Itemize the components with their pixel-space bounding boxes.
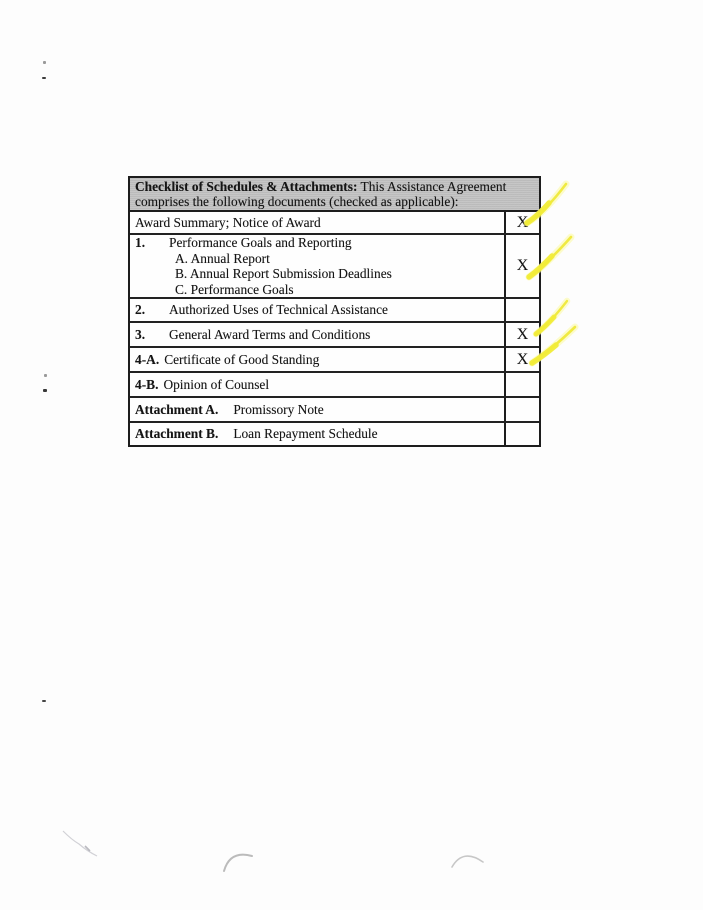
table-row <box>130 396 539 421</box>
scan-speck <box>44 374 47 377</box>
row-check-cell <box>506 212 539 233</box>
row-text: Award Summary; Notice of Award <box>135 214 321 230</box>
row-label: 4-A. <box>135 351 160 367</box>
scan-speck <box>42 700 46 702</box>
checklist-table <box>128 176 541 447</box>
table-header <box>130 178 539 212</box>
table-header-title: Checklist of Schedules & Attachments: <box>135 179 358 194</box>
row-text-cell <box>130 299 506 321</box>
check-x-mark: X <box>516 213 529 231</box>
check-x-mark: X <box>516 325 529 343</box>
row-label: 2. <box>135 302 146 318</box>
row-text-cell <box>130 348 506 371</box>
row-text-cell <box>130 423 506 445</box>
scan-speck <box>43 61 46 64</box>
row-label: 1. <box>135 235 146 250</box>
row-text: Loan Repayment Schedule <box>233 426 378 442</box>
row-text: Certificate of Good Standing <box>164 351 320 367</box>
table-row <box>130 297 539 321</box>
row-label: Attachment B. <box>135 426 219 442</box>
row-check-cell <box>506 398 539 421</box>
row-sub-item: B. Annual Report Submission Deadlines <box>175 266 392 281</box>
row-check-cell <box>506 299 539 321</box>
row-check-cell <box>506 235 539 297</box>
row-text: Authorized Uses of Technical Assistance <box>169 302 388 318</box>
punch-hole-arc <box>452 856 483 867</box>
table-header-description: This Assistance Agreement comprises the following documents (checked as applicable): <box>135 179 507 210</box>
table-row <box>130 346 539 371</box>
row-text: General Award Terms and Conditions <box>169 326 371 342</box>
scan-speck <box>43 389 47 392</box>
table-row <box>130 233 539 297</box>
row-text: Opinion of Counsel <box>163 376 270 392</box>
row-check-cell <box>506 348 539 371</box>
table-row <box>130 371 539 396</box>
row-text-cell <box>130 212 506 233</box>
check-x-mark: X <box>516 350 529 368</box>
scan-squiggle <box>63 831 97 856</box>
row-check-cell <box>506 373 539 396</box>
row-text: Performance Goals and Reporting <box>169 235 352 250</box>
row-text: Promissory Note <box>233 401 324 417</box>
table-row <box>130 321 539 346</box>
row-sub-item: A. Annual Report <box>175 250 270 266</box>
table-body <box>130 212 539 445</box>
table-row <box>130 212 539 233</box>
check-x-mark: X <box>516 257 529 274</box>
table-row <box>130 421 539 445</box>
row-label: 3. <box>135 326 146 342</box>
punch-hole-arc <box>224 855 252 871</box>
row-check-cell <box>506 423 539 445</box>
row-text-cell <box>130 235 506 297</box>
row-text-cell <box>130 323 506 346</box>
row-check-cell <box>506 323 539 346</box>
row-label: 4-B. <box>135 376 159 392</box>
row-text-cell <box>130 373 506 396</box>
row-text-cell <box>130 398 506 421</box>
row-label: Attachment A. <box>135 401 219 417</box>
scan-squiggle <box>85 846 90 851</box>
row-sub-item: C. Performance Goals <box>175 281 294 297</box>
scan-speck <box>42 77 46 79</box>
